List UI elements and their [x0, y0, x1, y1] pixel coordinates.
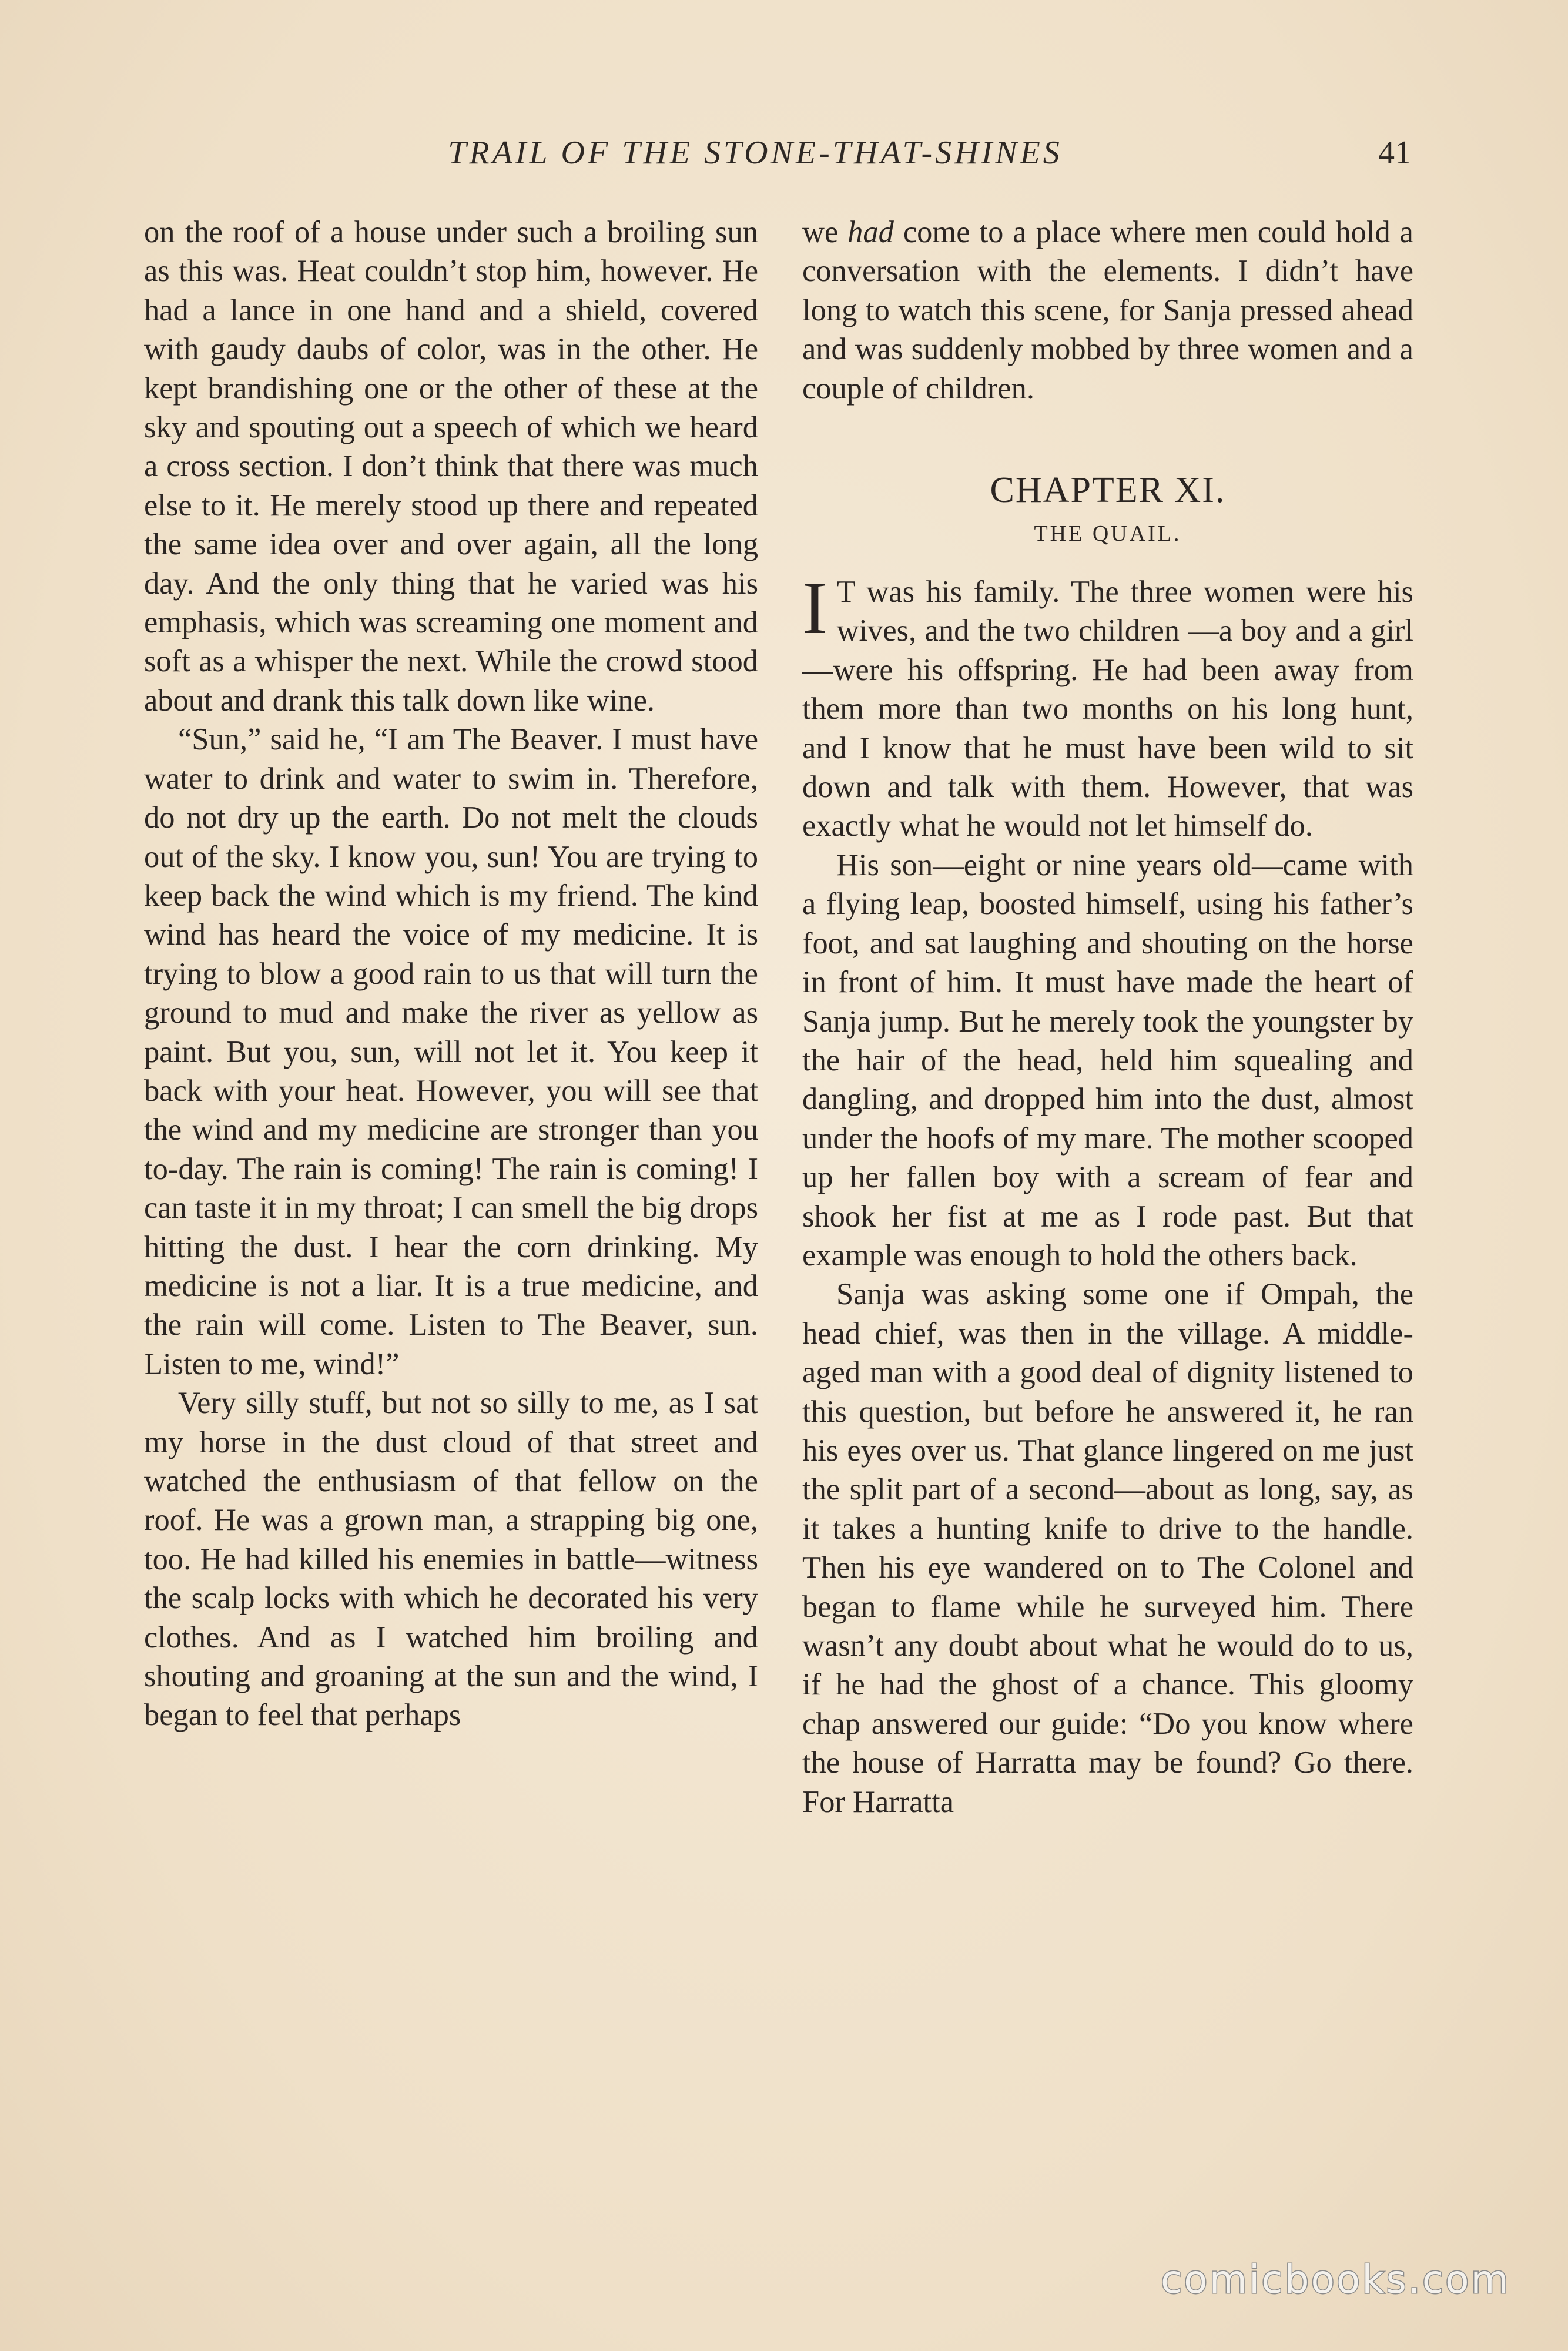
running-header: TRAIL OF THE STONE-THAT-SHINES: [448, 135, 1063, 171]
paragraph: “Sun,” said he, “I am The Beaver. I must have water to drink and water to swim in. Therefore, do not dry up the earth. Do not melt the clouds out of the sky. I know you, sun! You are trying to keep back the wind which is my friend. The kind wind has heard the voice of my medicine. It is trying to blow a good rain to us that will turn the ground to mud and make the river as yellow as paint. But you, sun, will not let it. You keep it back with your heat. However, you will see that the wind and my medicine are stronger than you to-day. The rain is coming! The rain is coming! I can taste it in my throat; I can smell the big drops hitting the dust. I hear the corn drinking. My medicine is not a liar. It is a true medicine, and the rain will come. Listen to The Beaver, sun. Listen to me, wind!”: [144, 722, 758, 1381]
page-number: 41: [1378, 135, 1411, 171]
emphasis-text: had: [847, 215, 894, 249]
paragraph: His son—eight or nine years old—came with a flying leap, boosted himself, using his father’s foot, and sat laughing and shouting on the horse in front of him. It must have made the heart of Sanja jump. But he merely took the youngster by the hair of the head, held him squealing and dangling, and dropped him into the dust, almost under the hoofs of my mare. The mother scooped up her fallen boy with a scream of fear and shook her fist at me as I rode past. But that example was enough to hold the others back.: [802, 848, 1413, 1272]
drop-cap: I: [802, 566, 827, 650]
site-watermark: comicbooks.com: [1161, 2257, 1510, 2302]
paragraph: on the roof of a house under such a broiling sun as this was. Heat couldn’t stop him, however. He had a lance in one hand and a shield, covered with gaudy daubs of color, was in the other. He kept brandishing one or the other of these at the sky and spouting out a speech of which we heard a cross section. I don’t think that there was much else to it. He merely stood up there and repeated the same idea over and over again, all the long day. And the only thing that he varied was his emphasis, which was screaming one moment and soft as a whisper the next. While the crowd stood about and drank this talk down like wine.: [144, 215, 758, 718]
chapter-title: CHAPTER XI.: [990, 470, 1226, 511]
paragraph: we had come to a place where men could hold a conversation with the elements. I didn’t have long to watch this scene, for Sanja pressed ahead and was suddenly mobbed by three women and a couple of children.: [802, 215, 1413, 406]
paragraph: Sanja was asking some one if Ompah, the head chief, was then in the village. A middle-aged man with a good deal of dignity listened to this question, but before he answered it, he ran his eyes over us. That glance lingered on me just the split part of a second—about as long, say, as it takes a hunting knife to drive to the handle. Then his eye wandered on to The Colonel and began to flame while he surveyed him. There wasn’t any doubt about what he would do to us, if he had the ghost of a chance. This gloomy chap answered our guide: “Do you know where the house of Harratta may be found? Go there. For Harratta: [802, 1277, 1413, 1819]
chapter-subtitle: THE QUAIL.: [1034, 521, 1182, 547]
right-column: [802, 213, 1413, 1821]
paragraph: Very silly stuff, but not so silly to me, as I sat my horse in the dust cloud of that street and watched the enthusiasm of that fellow on the roof. He was a grown man, a strapping big one, too. He had killed his enemies in battle—witness the scalp locks with which he decorated his very clothes. And as I watched him broiling and shouting and groaning at the sun and the wind, I began to feel that perhaps: [144, 1386, 758, 1733]
chapter-first-paragraph: I T was his family. The three women were his wives, and the two children —a boy and a girl—were his offspring. He had been away from them more than two months on his long hunt, and I know that he must have been wild to sit down and talk with them. However, that was exactly what he would not let himself do.: [802, 566, 1413, 843]
left-column: [144, 213, 758, 1735]
